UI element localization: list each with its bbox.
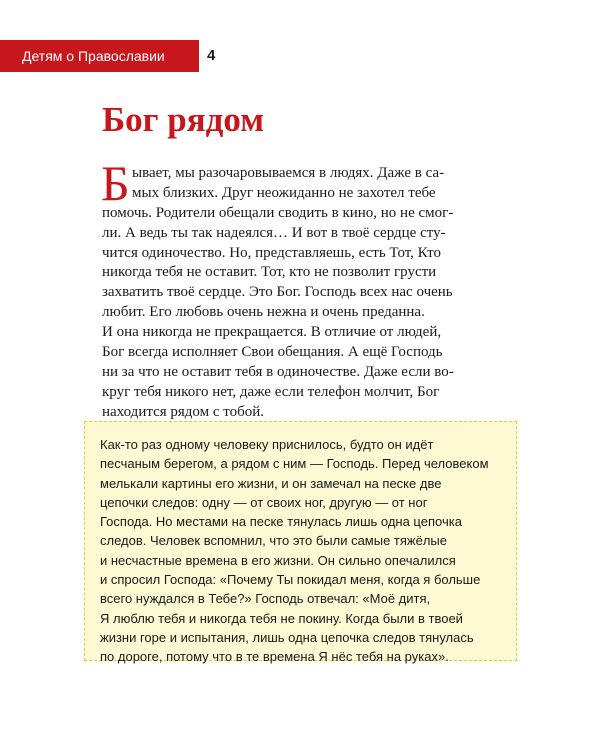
article-title: Бог рядом [102, 100, 265, 139]
note-line: Как-то раз одному человеку приснилось, будто он идёт [100, 437, 434, 452]
body-line: Бог всегда исполняет Свои обещания. А ещё Господь [102, 344, 443, 361]
section-header-band [0, 40, 199, 72]
note-line: жизни горе и испытания, лишь одна цепочка следов тянулась [100, 629, 474, 645]
note-line: цепочки следов: одну — от своих ног, другую — от ног [100, 494, 428, 510]
body-line: захватить твоё сердце. Это Бог. Господь всех нас очень [102, 284, 453, 301]
article-body [102, 164, 522, 423]
note-line: и несчастные времена в его жизни. Он сильно опечалился [100, 552, 456, 568]
body-line: ывает, мы разочаровываемся в людях. Даже в са- [132, 165, 445, 181]
body-line: круг тебя никого нет, даже если телефон молчит, Бог [102, 383, 440, 400]
parable-note-text [100, 435, 510, 667]
note-line: по дороге, потому что в те времена Я нёс тебя на руках». [100, 649, 449, 665]
body-line: любит. Его любовь очень нежна и очень преданна. [102, 304, 425, 321]
body-line: никогда тебя не оставит. Тот, кто не позволит грусти [102, 264, 437, 281]
page-number: 4 [207, 47, 216, 64]
body-line: И она никогда не прекращается. В отличие от людей, [102, 324, 442, 341]
section-label: Детям о Православии [22, 48, 165, 64]
note-line: и спросил Господа: «Почему Ты покидал меня, когда я больше [100, 572, 481, 588]
note-line: мелькали картины его жизни, и он замечал на песке две [100, 475, 442, 491]
body-line: ни за что не оставит тебя в одиночестве. Даже если во- [102, 363, 454, 380]
note-line: Господа. Но местами на песке тянулась лишь одна цепочка [100, 514, 462, 530]
note-line: всего нуждался в Тебе?» Господь отвечал: «Моё дитя, [100, 591, 431, 607]
note-line: следов. Человек вспомнил, что это были самые тяжёлые [100, 533, 448, 549]
body-line: ли. А ведь ты так надеялся… И вот в твоё сердце сту- [102, 224, 446, 241]
note-line: песчаным берегом, а рядом с ним — Господь. Перед человеком [100, 456, 489, 472]
note-line: Я люблю тебя и никогда тебя не покину. Когда были в твоей [100, 610, 463, 626]
body-line: находится рядом с тобой. [102, 403, 265, 420]
body-line: чится одиночество. Но, представляешь, есть Тот, Кто [102, 244, 441, 261]
drop-cap: Б [101, 155, 130, 211]
body-line: помочь. Родители обещали сводить в кино, но не смог- [102, 204, 454, 221]
body-line: мых близких. Друг неожиданно не захотел тебе [132, 184, 436, 201]
